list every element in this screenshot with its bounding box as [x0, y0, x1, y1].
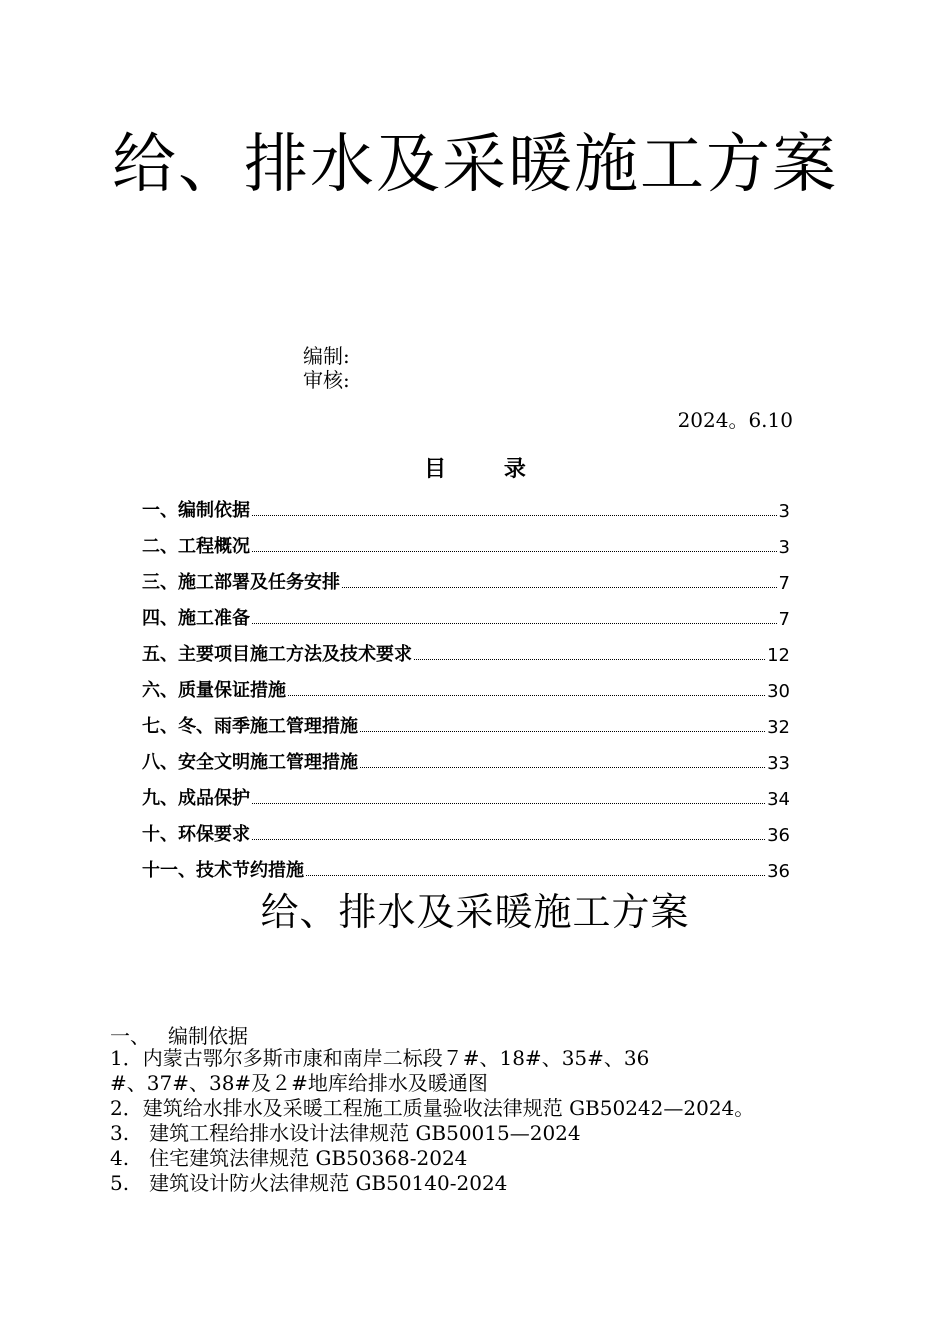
- reference-item: #、37#、38#及２#地库给排水及暖通图: [110, 1071, 488, 1095]
- reference-item: 2．建筑给水排水及采暖工程施工质量验收法律规范 GB50242—2024。: [110, 1096, 755, 1120]
- toc-entry-label: 十一、技术节约措施: [142, 860, 304, 881]
- toc-entry[interactable]: [142, 558, 790, 594]
- toc-entry-page: 12: [767, 645, 790, 666]
- toc-dot-leader: [414, 658, 765, 660]
- toc-dot-leader: [360, 766, 765, 768]
- toc-dot-leader: [252, 550, 777, 552]
- toc-entry-page: 30: [767, 681, 790, 702]
- toc-dot-leader: [342, 586, 777, 588]
- section-heading: [110, 1020, 248, 1049]
- toc-entry-label: 八、安全文明施工管理措施: [142, 752, 358, 773]
- toc-entry-label: 九、成品保护: [142, 788, 250, 809]
- toc-entry-label: 四、施工准备: [142, 608, 250, 629]
- reviewed-by-label: 审核:: [303, 368, 350, 392]
- toc-dot-leader: [252, 802, 765, 804]
- toc-entry-page: 7: [778, 609, 790, 630]
- toc-entry-page: 7: [778, 573, 790, 594]
- toc-dot-leader: [252, 514, 777, 516]
- toc-dot-leader: [252, 622, 777, 624]
- toc-entry-label: 三、施工部署及任务安排: [142, 572, 340, 593]
- toc-entry-label: 五、主要项目施工方法及技术要求: [142, 644, 412, 665]
- reference-item: 5. 建筑设计防火法律规范 GB50140-2024: [110, 1171, 508, 1195]
- toc-entry[interactable]: [142, 594, 790, 630]
- reference-item: 1．内蒙古鄂尔多斯市康和南岸二标段７#、18#、35#、36: [110, 1046, 650, 1070]
- toc-entry-label: 六、质量保证措施: [142, 680, 286, 701]
- toc-entry-page: 34: [767, 789, 790, 810]
- document-date: 2024。6.10: [677, 408, 793, 432]
- section-number: 一、: [110, 1024, 150, 1048]
- toc-entry-label: 七、冬、雨季施工管理措施: [142, 716, 358, 737]
- toc-entry[interactable]: [142, 522, 790, 558]
- toc-entry[interactable]: [142, 486, 790, 522]
- toc-entry[interactable]: [142, 846, 790, 882]
- table-of-contents: [142, 486, 790, 882]
- toc-dot-leader: [252, 838, 765, 840]
- toc-entry-page: 36: [767, 825, 790, 846]
- toc-entry[interactable]: [142, 810, 790, 846]
- toc-dot-leader: [360, 730, 765, 732]
- reference-item: 3. 建筑工程给排水设计法律规范 GB50015—2024: [110, 1121, 581, 1145]
- document-title: 给、排水及采暖施工方案: [112, 128, 838, 202]
- toc-entry[interactable]: [142, 630, 790, 666]
- section-title: 编制依据: [168, 1024, 248, 1048]
- reference-item: 4. 住宅建筑法律规范 GB50368-2024: [110, 1146, 468, 1170]
- toc-heading: 目 录: [424, 457, 526, 482]
- toc-entry-label: 一、编制依据: [142, 500, 250, 521]
- toc-entry-label: 十、环保要求: [142, 824, 250, 845]
- toc-entry[interactable]: [142, 774, 790, 810]
- toc-entry-page: 3: [778, 501, 790, 522]
- toc-entry-label: 二、工程概况: [142, 536, 250, 557]
- toc-entry[interactable]: [142, 702, 790, 738]
- toc-entry-page: 32: [767, 717, 790, 738]
- toc-dot-leader: [288, 694, 765, 696]
- toc-entry-page: 3: [778, 537, 790, 558]
- toc-entry-page: 33: [767, 753, 790, 774]
- toc-entry[interactable]: [142, 738, 790, 774]
- body-title: 给、排水及采暖施工方案: [260, 890, 690, 934]
- toc-entry[interactable]: [142, 666, 790, 702]
- toc-entry-page: 36: [767, 861, 790, 882]
- toc-dot-leader: [306, 874, 765, 876]
- compiled-by-label: 编制:: [303, 344, 350, 368]
